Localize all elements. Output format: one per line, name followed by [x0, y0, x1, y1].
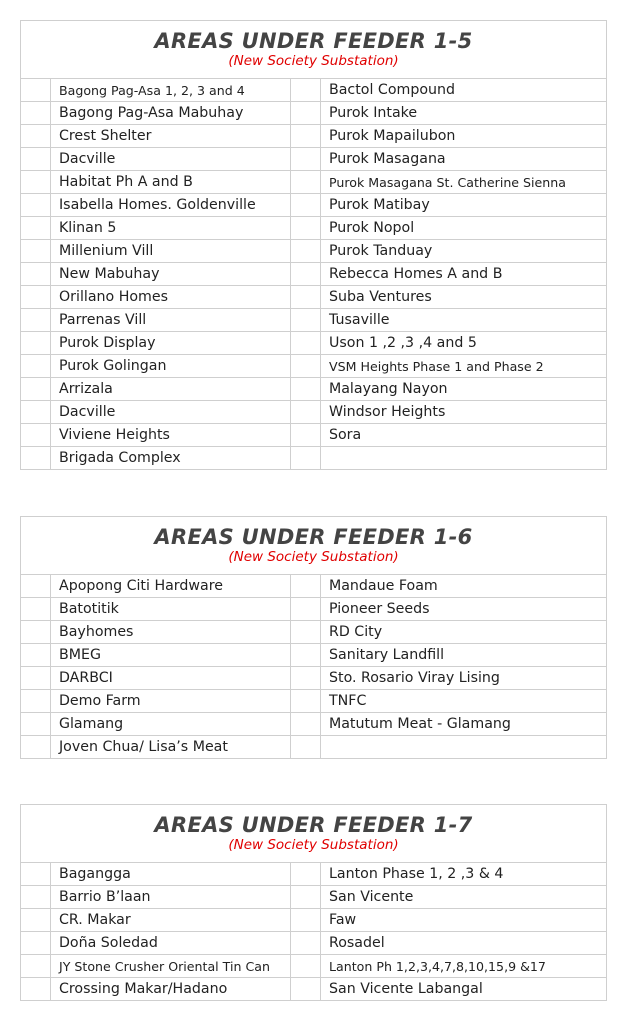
row-gutter-cell	[291, 644, 321, 667]
row-gutter-cell	[21, 102, 51, 125]
area-name-right: Pioneer Seeds	[321, 598, 607, 621]
areas-table	[20, 78, 607, 470]
table-row	[21, 102, 607, 125]
row-gutter-cell	[21, 355, 51, 378]
row-gutter-cell	[291, 194, 321, 217]
area-name-left: Glamang	[51, 713, 291, 736]
table-row	[21, 932, 607, 955]
area-name-right: Mandaue Foam	[321, 575, 607, 598]
area-name-left: BMEG	[51, 644, 291, 667]
row-gutter-cell	[21, 690, 51, 713]
row-gutter-cell	[291, 332, 321, 355]
areas-table	[20, 862, 607, 1001]
feeder-header	[20, 20, 607, 78]
area-name-left: Habitat Ph A and B	[51, 171, 291, 194]
area-name-right: Suba Ventures	[321, 286, 607, 309]
area-name-left: Dacville	[51, 148, 291, 171]
area-name-left: Purok Display	[51, 332, 291, 355]
area-name-left: DARBCI	[51, 667, 291, 690]
area-name-left: CR. Makar	[51, 909, 291, 932]
feeder-title: AREAS UNDER FEEDER 1-7	[154, 813, 473, 837]
row-gutter-cell	[21, 125, 51, 148]
row-gutter-cell	[291, 378, 321, 401]
row-gutter-cell	[291, 171, 321, 194]
feeder-title: AREAS UNDER FEEDER 1-5	[154, 29, 473, 53]
feeder-subtitle: (New Society Substation)	[228, 53, 399, 69]
area-name-right: San Vicente	[321, 886, 607, 909]
row-gutter-cell	[21, 932, 51, 955]
row-gutter-cell	[291, 401, 321, 424]
area-name-right: San Vicente Labangal	[321, 978, 607, 1001]
row-gutter-cell	[21, 171, 51, 194]
row-gutter-cell	[291, 424, 321, 447]
table-row	[21, 217, 607, 240]
area-name-right: TNFC	[321, 690, 607, 713]
table-row	[21, 309, 607, 332]
row-gutter-cell	[291, 309, 321, 332]
area-name-left: Arrizala	[51, 378, 291, 401]
row-gutter-cell	[291, 263, 321, 286]
table-row	[21, 955, 607, 978]
row-gutter-cell	[291, 217, 321, 240]
row-gutter-cell	[291, 447, 321, 470]
table-row	[21, 125, 607, 148]
row-gutter-cell	[291, 125, 321, 148]
row-gutter-cell	[291, 148, 321, 171]
row-gutter-cell	[21, 575, 51, 598]
area-name-right: Purok Masagana	[321, 148, 607, 171]
area-name-right	[321, 736, 607, 759]
table-row	[21, 575, 607, 598]
areas-table	[20, 574, 607, 759]
table-row	[21, 644, 607, 667]
row-gutter-cell	[21, 978, 51, 1001]
row-gutter-cell	[291, 598, 321, 621]
area-name-right: Tusaville	[321, 309, 607, 332]
table-row	[21, 598, 607, 621]
area-name-right: Sto. Rosario Viray Lising	[321, 667, 607, 690]
area-name-right: Lanton Ph 1,2,3,4,7,8,10,15,9 &17	[321, 955, 607, 978]
table-row	[21, 667, 607, 690]
row-gutter-cell	[291, 978, 321, 1001]
row-gutter-cell	[21, 332, 51, 355]
table-row	[21, 736, 607, 759]
row-gutter-cell	[21, 736, 51, 759]
area-name-right: Windsor Heights	[321, 401, 607, 424]
area-name-left: Apopong Citi Hardware	[51, 575, 291, 598]
table-row	[21, 355, 607, 378]
row-gutter-cell	[291, 690, 321, 713]
area-name-left: Bagangga	[51, 863, 291, 886]
table-row	[21, 171, 607, 194]
table-row	[21, 401, 607, 424]
feeder-subtitle: (New Society Substation)	[228, 549, 399, 565]
row-gutter-cell	[291, 886, 321, 909]
row-gutter-cell	[21, 309, 51, 332]
area-name-right: Purok Matibay	[321, 194, 607, 217]
row-gutter-cell	[21, 598, 51, 621]
area-name-left: JY Stone Crusher Oriental Tin Can	[51, 955, 291, 978]
area-name-left: Bayhomes	[51, 621, 291, 644]
area-name-right: Purok Nopol	[321, 217, 607, 240]
row-gutter-cell	[291, 909, 321, 932]
feeder-1-7-section	[20, 804, 607, 1001]
row-gutter-cell	[291, 932, 321, 955]
area-name-left: Joven Chua/ Lisa’s Meat	[51, 736, 291, 759]
row-gutter-cell	[21, 955, 51, 978]
row-gutter-cell	[21, 263, 51, 286]
row-gutter-cell	[21, 194, 51, 217]
area-name-right: Sanitary Landfill	[321, 644, 607, 667]
row-gutter-cell	[21, 217, 51, 240]
area-name-right: Faw	[321, 909, 607, 932]
area-name-right: Malayang Nayon	[321, 378, 607, 401]
row-gutter-cell	[291, 863, 321, 886]
area-name-right: Sora	[321, 424, 607, 447]
table-row	[21, 909, 607, 932]
area-name-left: Batotitik	[51, 598, 291, 621]
table-row	[21, 886, 607, 909]
row-gutter-cell	[21, 909, 51, 932]
area-name-left: Millenium Vill	[51, 240, 291, 263]
area-name-right: Uson 1 ,2 ,3 ,4 and 5	[321, 332, 607, 355]
feeder-1-6-section	[20, 516, 607, 759]
table-row	[21, 863, 607, 886]
row-gutter-cell	[21, 240, 51, 263]
area-name-right: Rosadel	[321, 932, 607, 955]
area-name-left: New Mabuhay	[51, 263, 291, 286]
area-name-right: VSM Heights Phase 1 and Phase 2	[321, 355, 607, 378]
area-name-left: Parrenas Vill	[51, 309, 291, 332]
row-gutter-cell	[291, 736, 321, 759]
row-gutter-cell	[21, 148, 51, 171]
area-name-left: Doña Soledad	[51, 932, 291, 955]
row-gutter-cell	[21, 378, 51, 401]
row-gutter-cell	[21, 79, 51, 102]
area-name-right: Purok Tanduay	[321, 240, 607, 263]
row-gutter-cell	[291, 102, 321, 125]
area-name-left: Isabella Homes. Goldenville	[51, 194, 291, 217]
area-name-right: Rebecca Homes A and B	[321, 263, 607, 286]
area-name-right	[321, 447, 607, 470]
table-row	[21, 424, 607, 447]
row-gutter-cell	[291, 240, 321, 263]
table-row	[21, 378, 607, 401]
table-row	[21, 148, 607, 171]
row-gutter-cell	[21, 621, 51, 644]
row-gutter-cell	[291, 575, 321, 598]
row-gutter-cell	[21, 863, 51, 886]
row-gutter-cell	[291, 79, 321, 102]
area-name-right: Lanton Phase 1, 2 ,3 & 4	[321, 863, 607, 886]
area-name-right: RD City	[321, 621, 607, 644]
row-gutter-cell	[291, 955, 321, 978]
area-name-left: Orillano Homes	[51, 286, 291, 309]
row-gutter-cell	[291, 286, 321, 309]
row-gutter-cell	[21, 424, 51, 447]
feeder-header	[20, 804, 607, 862]
area-name-left: Purok Golingan	[51, 355, 291, 378]
row-gutter-cell	[291, 713, 321, 736]
area-name-left: Demo Farm	[51, 690, 291, 713]
area-name-left: Dacville	[51, 401, 291, 424]
row-gutter-cell	[21, 401, 51, 424]
feeder-subtitle: (New Society Substation)	[228, 837, 399, 853]
table-row	[21, 447, 607, 470]
row-gutter-cell	[21, 447, 51, 470]
row-gutter-cell	[291, 355, 321, 378]
table-row	[21, 194, 607, 217]
table-row	[21, 978, 607, 1001]
area-name-right: Matutum Meat - Glamang	[321, 713, 607, 736]
feeder-header	[20, 516, 607, 574]
feeder-title: AREAS UNDER FEEDER 1-6	[154, 525, 473, 549]
area-name-left: Viviene Heights	[51, 424, 291, 447]
area-name-left: Crossing Makar/Hadano	[51, 978, 291, 1001]
row-gutter-cell	[291, 667, 321, 690]
row-gutter-cell	[21, 644, 51, 667]
feeder-1-5-section	[20, 20, 607, 470]
area-name-left: Barrio B’laan	[51, 886, 291, 909]
row-gutter-cell	[291, 621, 321, 644]
table-row	[21, 240, 607, 263]
area-name-left: Bagong Pag-Asa 1, 2, 3 and 4	[51, 79, 291, 102]
table-row	[21, 79, 607, 102]
table-row	[21, 690, 607, 713]
row-gutter-cell	[21, 667, 51, 690]
table-row	[21, 621, 607, 644]
table-row	[21, 263, 607, 286]
row-gutter-cell	[21, 713, 51, 736]
area-name-left: Crest Shelter	[51, 125, 291, 148]
table-row	[21, 713, 607, 736]
row-gutter-cell	[21, 886, 51, 909]
area-name-left: Brigada Complex	[51, 447, 291, 470]
area-name-right: Bactol Compound	[321, 79, 607, 102]
table-row	[21, 286, 607, 309]
area-name-right: Purok Mapailubon	[321, 125, 607, 148]
area-name-left: Bagong Pag-Asa Mabuhay	[51, 102, 291, 125]
area-name-right: Purok Masagana St. Catherine Sienna	[321, 171, 607, 194]
area-name-left: Klinan 5	[51, 217, 291, 240]
table-row	[21, 332, 607, 355]
row-gutter-cell	[21, 286, 51, 309]
area-name-right: Purok Intake	[321, 102, 607, 125]
